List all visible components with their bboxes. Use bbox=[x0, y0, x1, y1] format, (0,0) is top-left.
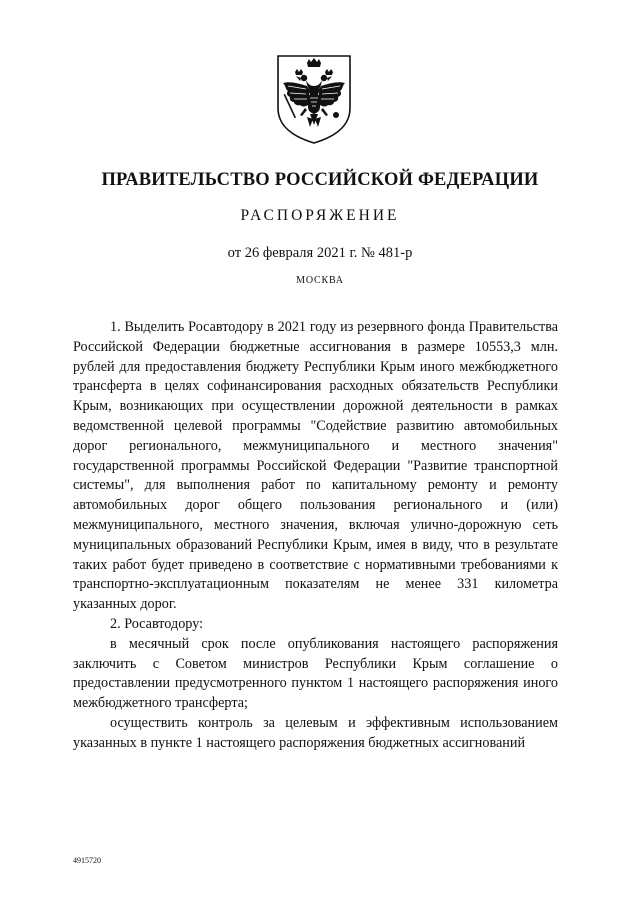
paragraph-2: 2. Росавтодору: bbox=[110, 615, 204, 632]
paragraph-4: осуществить контроль за целевым и эффективным использованием указанных в пункте 1 настоящего распоряжения бюджетных ассигнований bbox=[73, 714, 558, 751]
paragraph-3: в месячный срок после опубликования настоящего распоряжения заключить с Советом министров Республики Крым соглашение о предоставлении предусмотренного пунктом 1 настоящего распоряжения иного межбюджетного трансферта; bbox=[73, 635, 558, 712]
double-headed-eagle-emblem-icon bbox=[274, 53, 354, 145]
document-type: РАСПОРЯЖЕНИЕ bbox=[240, 207, 400, 224]
paragraph-1: 1. Выделить Росавтодору в 2021 году из резервного фонда Правительства Российской Федерации бюджетные ассигнования в размере 10553,3 млн. рублей для предоставления бюджету Республики Крым иного межбюджетного трансферта в целях софинансирования расходных обязательств Республики Крым, возникающих при осуществлении дорожной деятельности в рамках ведомственной целевой программы "Содействие развитию автомобильных дорог регионального, межмуниципального и местного значения" государственной программы Российской Федерации "Развитие транспортной системы", для выполнения работ по капитальному ремонту и ремонту автомобильных дорог общего пользования регионального и (или) межмуниципального, местного значения, включая улично-дорожную сеть муниципальных образований Республики Крым, имея в виду, что в результате таких работ будет приведено в соответствие с нормативными требованиями к транспортно-эксплуатационным показателям не менее 331 километра указанных дорог. bbox=[73, 319, 558, 613]
organization-title: ПРАВИТЕЛЬСТВО РОССИЙСКОЙ ФЕДЕРАЦИИ bbox=[101, 170, 539, 190]
document-code: 4915720 bbox=[73, 856, 101, 865]
document-city: МОСКВА bbox=[296, 275, 344, 286]
document-body bbox=[73, 318, 558, 754]
document-date-number: от 26 февраля 2021 г. № 481-р bbox=[227, 245, 413, 261]
